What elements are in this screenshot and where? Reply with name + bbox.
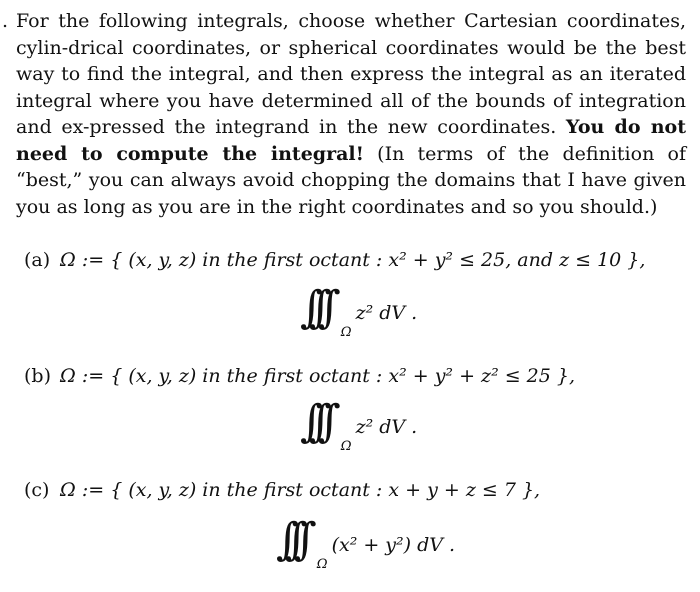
part-b-integrand: z² dV .: [355, 416, 418, 438]
part-c-domain-definition: Ω := { (x, y, z) in the first octant : x + y + z ≤ 7 },: [60, 479, 541, 501]
part-b-label: (b): [24, 365, 51, 387]
part-c-integral: [276, 514, 456, 572]
part-b-integral: [300, 396, 418, 454]
integral-region-subscript: Ω: [340, 325, 352, 340]
part-c-integrand: (x² + y²) dV .: [331, 534, 456, 556]
triple-integral-sign: ∫∫∫: [300, 282, 327, 333]
part-c-domain: [24, 478, 540, 502]
intro-bold-instruction: You do not need to compute the integral!: [16, 116, 686, 165]
part-a-domain-definition: Ω := { (x, y, z) in the first octant : x² + y² ≤ 25, and z ≤ 10 },: [60, 249, 646, 271]
part-b-domain: [24, 364, 575, 388]
part-a-label: (a): [24, 249, 51, 271]
problem-number-dot: .: [2, 10, 9, 32]
part-a-domain: [24, 248, 645, 272]
integral-region-subscript: Ω: [340, 439, 352, 454]
part-c-label: (c): [24, 479, 50, 501]
intro-text-1: For the following integrals, choose whether Cartesian coordinates, cylin-drical coordinates, or spherical coordinates would be the best way to find the integral, and then express the integral as an iterated integral where you have determined all of the bounds of integration and ex-pressed the integrand in the new coordinates.: [16, 10, 686, 138]
part-a-integrand: z² dV .: [355, 302, 418, 324]
integral-region-subscript: Ω: [316, 557, 328, 572]
part-b-domain-definition: Ω := { (x, y, z) in the first octant : x² + y² + z² ≤ 25 },: [60, 365, 576, 387]
triple-integral-sign: ∫∫∫: [276, 514, 303, 565]
part-a-integral: [300, 282, 418, 340]
triple-integral-sign: ∫∫∫: [300, 396, 327, 447]
intro-text-2: (In terms of the definition of “best,” you can always avoid chopping the domains that I have given you as long as you are in the right coordinates and so you should.): [16, 142, 686, 218]
problem-intro: [2, 8, 686, 220]
